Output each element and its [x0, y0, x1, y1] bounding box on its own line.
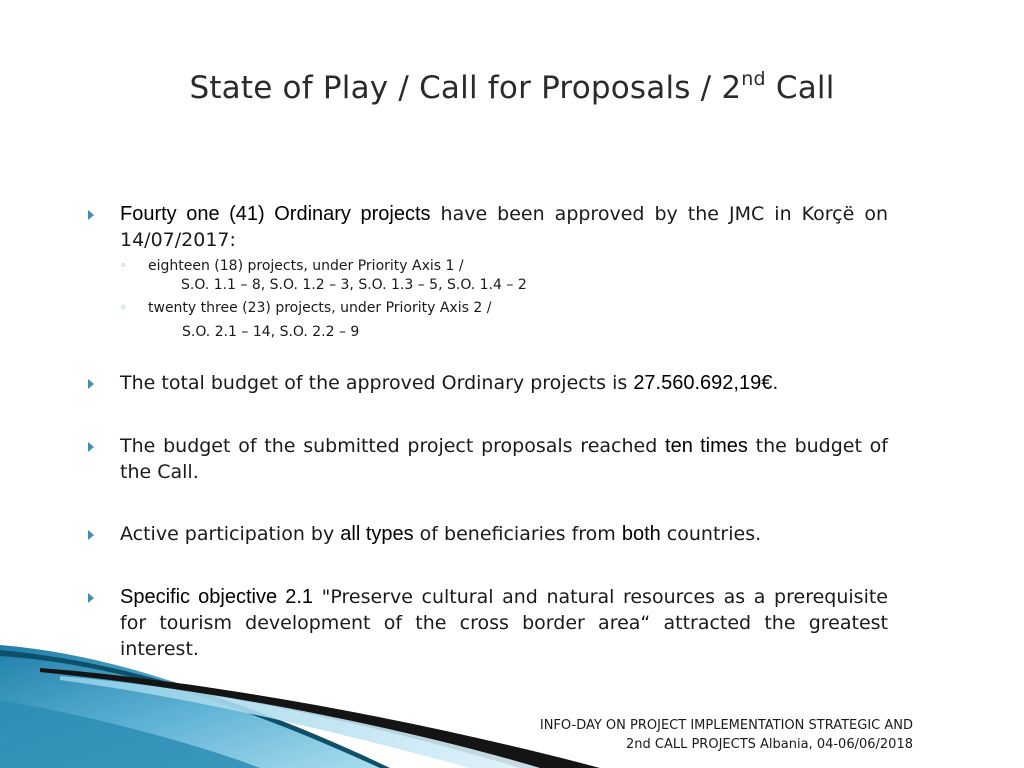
- circle-bullet-icon: ◦: [120, 259, 127, 272]
- bullet-highlight: Specific objective 2.1: [120, 586, 314, 608]
- bullet-highlight: ten times: [665, 435, 748, 457]
- circle-bullet-icon: ◦: [120, 301, 127, 314]
- bullet-highlight: Fourty one (41) Ordinary projects: [120, 203, 431, 225]
- bullet-specific-objective: Specific objective 2.1 "Preserve cultural and natural resources as a prerequisite for tourism development of the cross border area“ attracted the greatest interest.: [120, 584, 888, 662]
- bullet-active-participation: Active participation by all types of beneficiaries from both countries.: [120, 521, 888, 547]
- title-superscript: nd: [741, 67, 766, 90]
- bullet-total-budget: The total budget of the approved Ordinary projects is 27.560.692,19€.: [120, 370, 888, 396]
- sub-bullet-axis-1: ◦ eighteen (18) projects, under Priority Axis 1 /: [120, 258, 464, 274]
- slide-title: State of Play / Call for Proposals / 2nd Call: [189, 67, 835, 106]
- bullet-highlight: both: [621, 523, 661, 545]
- bullet-highlight: all types: [340, 523, 414, 545]
- sub-bullet-axis-2: ◦ twenty three (23) projects, under Priority Axis 2 /: [120, 300, 492, 316]
- bullet-highlight: 27.560.692,19€: [633, 372, 773, 394]
- sub-bullet-axis-2-detail: S.O. 2.1 – 14, S.O. 2.2 – 9: [182, 324, 360, 340]
- footer-text: INFO-DAY ON PROJECT IMPLEMENTATION STRATEGIC AND 2nd CALL PROJECTS Albania, 04-06/06/2018: [539, 718, 913, 752]
- sub-bullet-axis-1-detail: S.O. 1.1 – 8, S.O. 1.2 – 3, S.O. 1.3 – 5, S.O. 1.4 – 2: [181, 277, 527, 293]
- bullet-approved-projects: Fourty one (41) Ordinary projects have been approved by the JMC in Korçë on 14/07/2017:: [120, 201, 888, 253]
- bullet-submitted-budget: The budget of the submitted project proposals reached ten times the budget of the Call.: [120, 433, 888, 485]
